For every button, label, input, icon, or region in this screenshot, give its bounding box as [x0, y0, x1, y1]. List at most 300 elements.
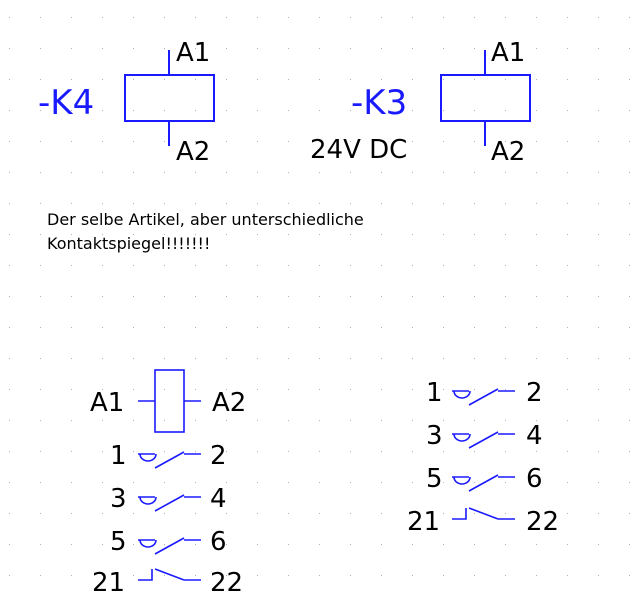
grid-dot: [102, 203, 103, 204]
grid-dot: [412, 203, 413, 204]
grid-dot: [474, 482, 475, 483]
grid-dot: [319, 358, 320, 359]
grid-dot: [133, 513, 134, 514]
grid-dot: [133, 327, 134, 328]
grid-dot: [629, 17, 630, 18]
grid-dot: [9, 110, 10, 111]
grid-dot: [598, 265, 599, 266]
grid-dot: [195, 110, 196, 111]
grid-dot: [195, 79, 196, 80]
grid-dot: [350, 389, 351, 390]
grid-dot: [474, 48, 475, 49]
grid-dot: [71, 296, 72, 297]
grid-dot: [164, 172, 165, 173]
grid-dot: [164, 203, 165, 204]
grid-dot: [288, 172, 289, 173]
grid-dot: [133, 110, 134, 111]
grid-dot: [9, 451, 10, 452]
grid-dot: [257, 389, 258, 390]
grid-dot: [412, 110, 413, 111]
grid-dot: [505, 451, 506, 452]
grid-dot: [195, 420, 196, 421]
grid-dot: [257, 172, 258, 173]
grid-dot: [598, 451, 599, 452]
grid-dot: [288, 358, 289, 359]
grid-dot: [288, 389, 289, 390]
grid-dot: [536, 141, 537, 142]
grid-dot: [102, 172, 103, 173]
mirror-right-contact-2: [426, 421, 543, 451]
grid-dot: [443, 265, 444, 266]
contact-label-right: 2: [210, 441, 227, 471]
contact-label-left: 1: [110, 441, 127, 471]
grid-dot: [71, 358, 72, 359]
grid-dot: [71, 48, 72, 49]
grid-dot: [195, 513, 196, 514]
grid-dot: [319, 513, 320, 514]
grid-dot: [40, 575, 41, 576]
mirror-left-contact-2: [110, 484, 227, 514]
grid-dot: [505, 544, 506, 545]
grid-dot: [629, 451, 630, 452]
k3-tag: -K3: [351, 83, 408, 123]
grid-dot: [71, 172, 72, 173]
grid-dot: [40, 513, 41, 514]
grid-dot: [567, 296, 568, 297]
grid-dot: [567, 482, 568, 483]
contact-blade: [469, 508, 498, 519]
grid-dot: [102, 327, 103, 328]
grid-dot: [443, 141, 444, 142]
grid-dot: [40, 389, 41, 390]
coil-label-a1: A1: [90, 388, 125, 418]
grid-dot: [288, 234, 289, 235]
contact-label-left: 21: [407, 507, 441, 537]
grid-dot: [474, 513, 475, 514]
grid-dot: [71, 544, 72, 545]
grid-dot: [350, 420, 351, 421]
contact-mirror-left: [90, 370, 246, 598]
grid-dot: [71, 17, 72, 18]
grid-dot: [505, 79, 506, 80]
grid-dot: [350, 575, 351, 576]
grid-dot: [598, 17, 599, 18]
grid-dot: [412, 48, 413, 49]
grid-dot: [9, 544, 10, 545]
grid-dot: [226, 48, 227, 49]
grid-dot: [536, 296, 537, 297]
relay-k4-symbol[interactable]: [38, 38, 214, 167]
grid-dot: [350, 513, 351, 514]
contact-label-right: 6: [526, 464, 543, 494]
grid-dot: [381, 327, 382, 328]
grid-dot: [505, 358, 506, 359]
grid-dot: [443, 575, 444, 576]
grid-dot: [40, 327, 41, 328]
grid-dot: [474, 234, 475, 235]
grid-dot: [102, 265, 103, 266]
grid-dot: [102, 358, 103, 359]
grid-dot: [71, 203, 72, 204]
grid-dot: [381, 296, 382, 297]
grid-dot: [350, 296, 351, 297]
grid-dot: [412, 17, 413, 18]
grid-dot: [598, 203, 599, 204]
grid-dot: [567, 48, 568, 49]
grid-dot: [443, 389, 444, 390]
grid-dot: [288, 17, 289, 18]
grid-dot: [567, 451, 568, 452]
grid-dot: [350, 265, 351, 266]
grid-dot: [598, 110, 599, 111]
grid-dot: [226, 296, 227, 297]
contact-label-left: 21: [92, 568, 126, 598]
grid-dot: [133, 575, 134, 576]
grid-dot: [288, 110, 289, 111]
k3-coil-box: [441, 75, 530, 121]
contact-blade: [155, 569, 184, 580]
contact-mirror-right: [407, 378, 559, 537]
grid-dot: [443, 172, 444, 173]
grid-dot: [474, 265, 475, 266]
grid-dot: [226, 265, 227, 266]
grid-dot: [195, 482, 196, 483]
grid-dot: [443, 17, 444, 18]
grid-dot: [9, 513, 10, 514]
grid-dot: [257, 141, 258, 142]
grid-dot: [9, 203, 10, 204]
grid-dot: [71, 327, 72, 328]
grid-dot: [288, 141, 289, 142]
grid-dot: [412, 544, 413, 545]
grid-dot: [319, 544, 320, 545]
grid-dot: [536, 234, 537, 235]
grid-dot: [195, 296, 196, 297]
grid-dot: [257, 110, 258, 111]
contact-label-right: 22: [526, 507, 560, 537]
grid-dot: [350, 48, 351, 49]
mirror-left-contact-4: [92, 568, 243, 598]
grid-dot: [71, 420, 72, 421]
grid-dot: [226, 17, 227, 18]
grid-dot: [443, 234, 444, 235]
grid-dot: [443, 358, 444, 359]
grid-dot: [226, 172, 227, 173]
grid-dot: [319, 203, 320, 204]
contact-nc-symbol: [138, 569, 152, 580]
grid-dot: [133, 420, 134, 421]
grid-dot: [133, 265, 134, 266]
grid-dot: [598, 296, 599, 297]
grid-dot: [350, 544, 351, 545]
grid-dot: [474, 172, 475, 173]
grid-dot: [598, 172, 599, 173]
grid-dot: [9, 17, 10, 18]
grid-dot: [257, 203, 258, 204]
grid-dot: [474, 203, 475, 204]
grid-dot: [505, 513, 506, 514]
grid-dot: [381, 48, 382, 49]
grid-dot: [226, 482, 227, 483]
grid-dot: [257, 451, 258, 452]
grid-dot: [536, 265, 537, 266]
grid-dot: [164, 48, 165, 49]
grid-dot: [133, 296, 134, 297]
grid-dot: [133, 203, 134, 204]
grid-dot: [350, 79, 351, 80]
grid-dot: [319, 79, 320, 80]
grid-dot: [567, 420, 568, 421]
grid-dot: [443, 451, 444, 452]
grid-dot: [226, 420, 227, 421]
grid-dot: [443, 79, 444, 80]
grid-dot: [350, 358, 351, 359]
grid-dot: [505, 575, 506, 576]
grid-dot: [133, 482, 134, 483]
grid-dot: [629, 110, 630, 111]
contact-label-left: 3: [426, 421, 443, 451]
coil-box: [155, 370, 184, 432]
grid-dot: [195, 265, 196, 266]
k4-coil-box: [125, 75, 214, 121]
grid-dot: [567, 172, 568, 173]
grid-dot: [9, 141, 10, 142]
grid-dot: [257, 513, 258, 514]
coil-label-a2: A2: [212, 388, 247, 418]
contact-label-right: 6: [210, 527, 227, 557]
note-line-2: Kontaktspiegel!!!!!!!: [47, 234, 211, 253]
contact-blade: [155, 452, 184, 468]
grid-dot: [629, 141, 630, 142]
grid-dot: [536, 48, 537, 49]
grid-dot: [629, 48, 630, 49]
note-line-1: Der selbe Artikel, aber unterschiedliche: [47, 210, 364, 229]
grid-dot: [9, 420, 10, 421]
grid-dot: [629, 79, 630, 80]
grid-dot: [474, 358, 475, 359]
grid-dot: [257, 544, 258, 545]
contact-label-left: 5: [110, 527, 127, 557]
grid-dot: [381, 544, 382, 545]
grid-dot: [102, 451, 103, 452]
grid-dot: [319, 110, 320, 111]
grid-dot: [505, 234, 506, 235]
grid-dot: [40, 141, 41, 142]
grid-dot: [257, 79, 258, 80]
grid-dot: [195, 172, 196, 173]
grid-dot: [9, 575, 10, 576]
grid-dot: [164, 110, 165, 111]
grid-dot: [9, 482, 10, 483]
grid-dot: [288, 327, 289, 328]
grid-dot: [598, 482, 599, 483]
grid-dot: [133, 48, 134, 49]
grid-dot: [350, 327, 351, 328]
grid-dot: [505, 389, 506, 390]
grid-dot: [102, 79, 103, 80]
grid-dot: [412, 482, 413, 483]
grid-dot: [505, 327, 506, 328]
grid-dot: [505, 172, 506, 173]
grid-dot: [71, 265, 72, 266]
grid-dot: [257, 48, 258, 49]
contact-blade: [469, 389, 498, 405]
grid-dot: [319, 482, 320, 483]
k3-pin-a2: A2: [491, 137, 526, 167]
grid-dot: [226, 203, 227, 204]
grid-dot: [412, 265, 413, 266]
grid-dot: [319, 172, 320, 173]
contact-no-symbol: [452, 391, 470, 398]
grid-dot: [195, 327, 196, 328]
grid-dot: [567, 234, 568, 235]
grid-dot: [164, 265, 165, 266]
grid-dot: [288, 79, 289, 80]
grid-dot: [598, 389, 599, 390]
grid-dot: [598, 141, 599, 142]
grid-dot: [443, 327, 444, 328]
grid-dot: [350, 234, 351, 235]
grid-dot: [629, 420, 630, 421]
grid-dot: [319, 265, 320, 266]
grid-dot: [319, 389, 320, 390]
grid-dot: [288, 296, 289, 297]
grid-dot: [164, 575, 165, 576]
grid-dot: [164, 17, 165, 18]
contact-no-symbol: [452, 477, 470, 484]
grid-dot: [629, 172, 630, 173]
grid-dot: [257, 327, 258, 328]
grid-dot: [629, 389, 630, 390]
grid-dot: [474, 420, 475, 421]
contact-label-right: 4: [526, 421, 543, 451]
grid-dot: [102, 544, 103, 545]
grid-dot: [381, 389, 382, 390]
grid-dot: [40, 79, 41, 80]
grid-dot: [195, 358, 196, 359]
grid-dot: [288, 265, 289, 266]
grid-dot: [164, 482, 165, 483]
grid-dot: [257, 234, 258, 235]
mirror-left-contact-3: [110, 527, 227, 557]
grid-dot: [319, 575, 320, 576]
grid-dot: [567, 327, 568, 328]
grid-dot: [40, 48, 41, 49]
grid-dot: [102, 48, 103, 49]
mirror-right-contact-4: [407, 507, 559, 537]
grid-dot: [257, 420, 258, 421]
mirror-right-contact-3: [426, 464, 543, 494]
grid-dot: [598, 327, 599, 328]
mirror-left-contact-1: [110, 441, 227, 471]
grid-dot: [133, 172, 134, 173]
grid-dot: [40, 265, 41, 266]
grid-dot: [319, 296, 320, 297]
grid-dot: [288, 48, 289, 49]
contact-blade: [155, 538, 184, 554]
grid-dot: [629, 544, 630, 545]
grid-dot: [164, 141, 165, 142]
grid-dot: [381, 358, 382, 359]
k4-tag: -K4: [38, 83, 95, 123]
grid-dot: [567, 513, 568, 514]
contact-label-right: 2: [526, 378, 543, 408]
grid-dot: [629, 513, 630, 514]
grid-dot: [598, 79, 599, 80]
mirror-right-contact-1: [426, 378, 543, 408]
grid-dot: [288, 203, 289, 204]
grid-dot: [195, 451, 196, 452]
grid-dot: [288, 482, 289, 483]
grid-dot: [195, 575, 196, 576]
grid-dot: [102, 110, 103, 111]
grid-dot: [536, 17, 537, 18]
grid-dot: [319, 327, 320, 328]
grid-dot: [102, 482, 103, 483]
contact-blade: [469, 475, 498, 491]
grid-dot: [381, 265, 382, 266]
contact-no-symbol: [138, 497, 156, 504]
grid-dot: [40, 296, 41, 297]
grid-dot: [567, 141, 568, 142]
grid-dot: [257, 296, 258, 297]
contact-label-right: 4: [210, 484, 227, 514]
grid-dot: [474, 110, 475, 111]
grid-dot: [629, 482, 630, 483]
grid-dot: [474, 327, 475, 328]
grid-dot: [381, 575, 382, 576]
grid-dot: [474, 141, 475, 142]
grid-dot: [40, 544, 41, 545]
grid-dot: [505, 203, 506, 204]
grid-dot: [350, 17, 351, 18]
contact-label-left: 3: [110, 484, 127, 514]
grid-dot: [505, 110, 506, 111]
grid-dot: [598, 513, 599, 514]
grid-dot: [412, 358, 413, 359]
grid-dot: [474, 296, 475, 297]
grid-dot: [71, 513, 72, 514]
grid-dot: [536, 451, 537, 452]
grid-dot: [102, 17, 103, 18]
grid-dot: [40, 420, 41, 421]
grid-dot: [536, 327, 537, 328]
grid-dot: [412, 141, 413, 142]
grid-dot: [567, 389, 568, 390]
grid-dot: [257, 265, 258, 266]
grid-dot: [629, 234, 630, 235]
grid-dot: [9, 79, 10, 80]
grid-dot: [381, 451, 382, 452]
grid-dot: [102, 296, 103, 297]
grid-dot: [598, 575, 599, 576]
grid-dot: [226, 234, 227, 235]
grid-dot: [9, 172, 10, 173]
grid-dot: [319, 420, 320, 421]
grid-dot: [412, 79, 413, 80]
contact-label-left: 5: [426, 464, 443, 494]
grid-dot: [288, 420, 289, 421]
grid-dot: [71, 79, 72, 80]
k3-pin-a1: A1: [491, 38, 526, 68]
grid-dot: [443, 482, 444, 483]
grid-dot: [133, 389, 134, 390]
grid-dot: [598, 48, 599, 49]
grid-dot: [381, 172, 382, 173]
grid-dot: [319, 451, 320, 452]
grid-dot: [412, 327, 413, 328]
relay-k3-symbol[interactable]: [310, 38, 530, 167]
